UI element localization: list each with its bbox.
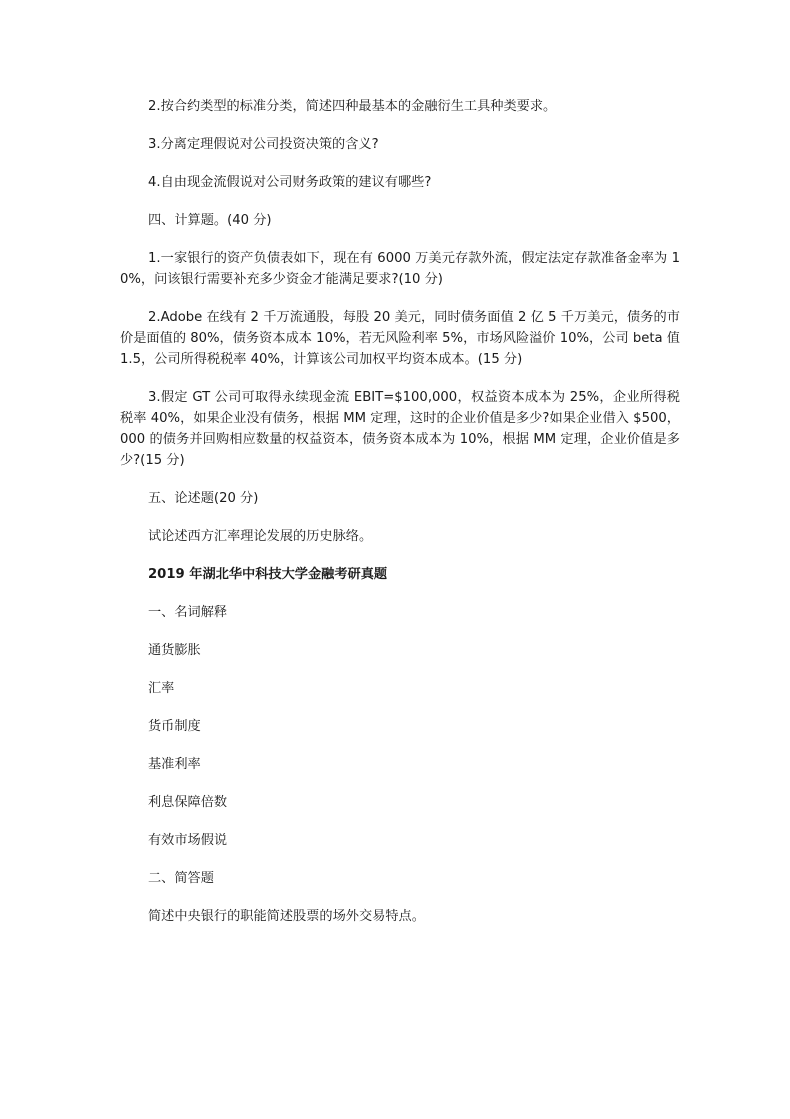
essay-question: 试论述西方汇率理论发展的历史脉络。 — [148, 529, 373, 544]
term-efficient-market: 有效市场假说 — [148, 833, 228, 848]
calc-question-mm: 3.假定 GT 公司可取得永续现金流 EBIT=$100,000，权益资本成本为 25%，企业所得税税率 40%，如果企业没有债务，根据 MM 定理，这时的企业价值是多少?如果企业借入 $500，000 的债务并回购相应数量的权益资本，债务资本成本为 10%，根据 MM 定理，企业价值是多少?(15 分) — [120, 390, 680, 468]
calc-question-bank: 1.一家银行的资产负债表如下，现在有 6000 万美元存款外流，假定法定存款准备金率为 10%，问该银行需要补充多少资金才能满足要求?(10 分) — [120, 251, 680, 287]
calc-question-wacc: 2.Adobe 在线有 2 千万流通股，每股 20 美元，同时债务面值 2 亿 5 千万美元，债务的市价是面值的 80%，债务资本成本 10%，若无风险利率 5%，市场风险溢价 10%，公司 beta 值 1.5，公司所得税税率 40%，计算该公司加权平均资本成本。(15 分) — [120, 310, 680, 367]
question-derivatives: 2.按合约类型的标准分类，简述四种最基本的金融衍生工具种类要求。 — [148, 99, 557, 114]
short-answer-question: 简述中央银行的职能简述股票的场外交易特点。 — [148, 909, 425, 924]
question-separation-theorem: 3.分离定理假说对公司投资决策的含义? — [148, 137, 379, 152]
term-benchmark-rate: 基准利率 — [148, 757, 201, 772]
section-heading-short-answer: 二、简答题 — [148, 871, 214, 886]
term-monetary-system: 货币制度 — [148, 719, 201, 734]
term-inflation: 通货膨胀 — [148, 643, 201, 658]
document-body — [120, 96, 680, 944]
question-free-cash-flow: 4.自由现金流假说对公司财务政策的建议有哪些? — [148, 175, 432, 190]
term-exchange-rate: 汇率 — [148, 681, 175, 696]
section-heading-terms: 一、名词解释 — [148, 605, 228, 620]
term-interest-coverage: 利息保障倍数 — [148, 795, 228, 810]
section-heading-calculation: 四、计算题。(40 分) — [148, 213, 272, 228]
section-heading-essay: 五、论述题(20 分) — [148, 491, 259, 506]
exam-title-2019: 2019 年湖北华中科技大学金融考研真题 — [148, 567, 388, 582]
